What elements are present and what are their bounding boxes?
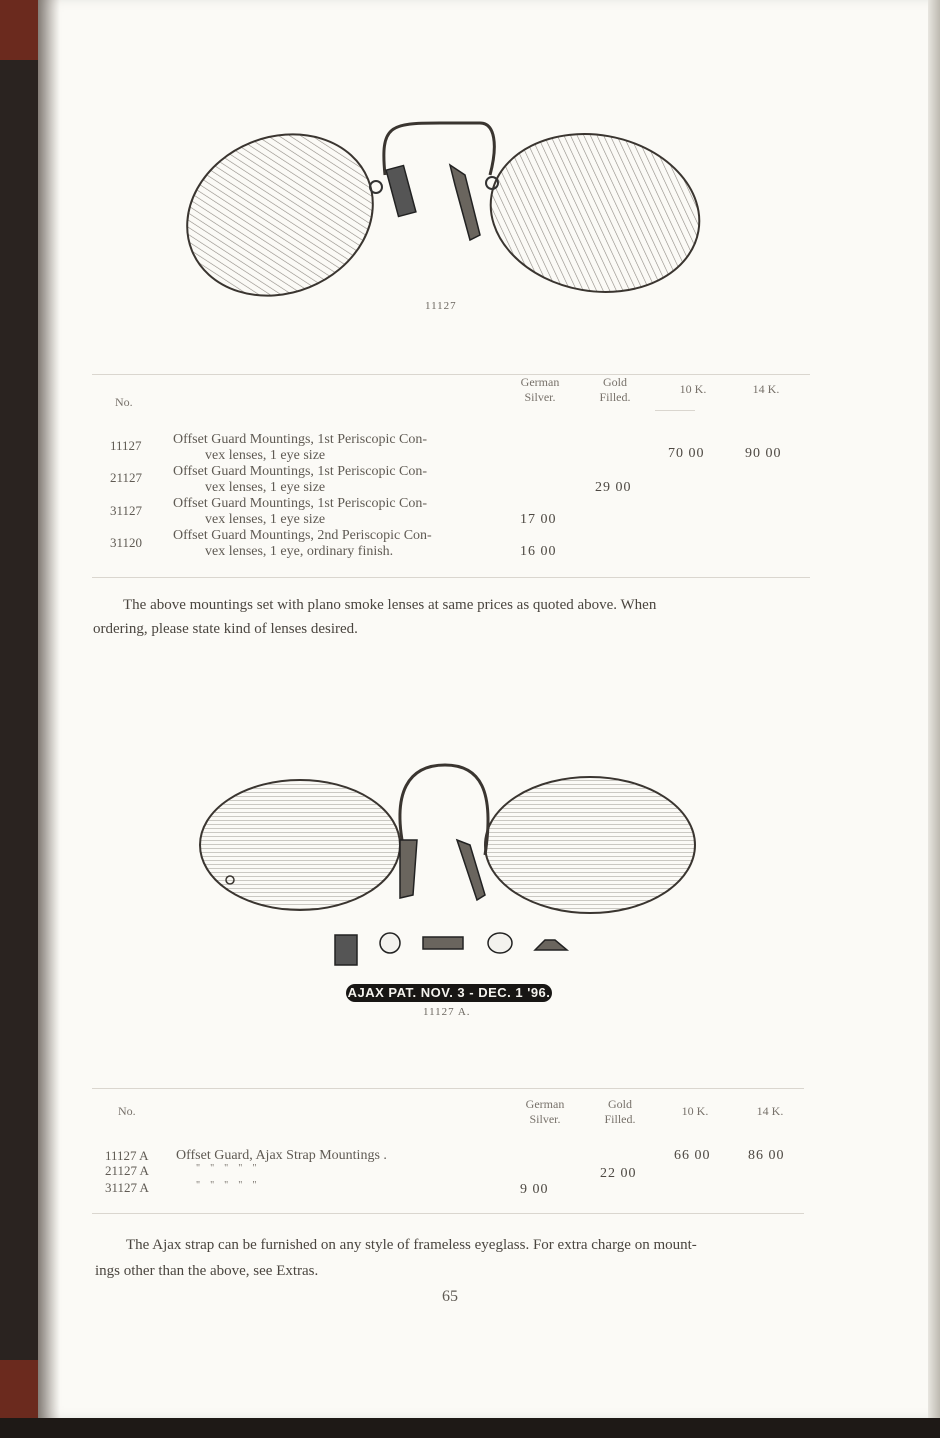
item-description-cont: vex lenses, 1 eye size — [205, 480, 326, 495]
item-number: 11127 — [110, 438, 142, 453]
item-description: Offset Guard Mountings, 1st Periscopic Con- — [173, 464, 428, 479]
table-rule — [655, 410, 695, 411]
column-header-gold-filled: Gold Filled. — [599, 375, 631, 404]
item-number: 21127 A — [105, 1163, 149, 1178]
price-gold-filled: 29 00 — [595, 480, 632, 495]
price-german-silver: 17 00 — [520, 512, 557, 527]
item-description-cont: vex lenses, 1 eye size — [205, 448, 326, 463]
item-number: 11127 A — [105, 1148, 149, 1163]
page-number: 65 — [442, 1288, 458, 1305]
body-text: The above mountings set with plano smoke lenses at same prices as quoted above. When — [123, 597, 657, 613]
column-header-14k: 14 K. — [756, 1104, 784, 1118]
column-header-no: No. — [118, 1104, 136, 1118]
price-10k: 70 00 — [668, 446, 705, 461]
table-rule — [92, 1213, 804, 1214]
body-text: The Ajax strap can be furnished on any style of frameless eyeglass. For extra charge on mount- — [126, 1237, 697, 1253]
spine-shadow — [38, 0, 60, 1418]
item-description-cont: vex lenses, 1 eye size — [205, 512, 326, 527]
item-description: Offset Guard Mountings, 1st Periscopic Con- — [173, 432, 428, 447]
price-14k: 90 00 — [745, 446, 782, 461]
body-text: ordering, please state kind of lenses desired. — [93, 621, 358, 637]
pince-nez-illustration-11127a — [195, 760, 715, 980]
item-description: Offset Guard Mountings, 1st Periscopic Con- — [173, 496, 428, 511]
item-description-cont: vex lenses, 1 eye, ordinary finish. — [205, 544, 394, 559]
patent-badge: AJAX PAT. NOV. 3 - DEC. 1 '96. — [347, 985, 551, 1000]
column-header-no: No. — [115, 395, 133, 409]
page-edge — [928, 0, 940, 1418]
item-description: Offset Guard, Ajax Strap Mountings . — [176, 1148, 387, 1163]
figure-caption: 11127 — [425, 300, 457, 312]
ditto-marks: " " " " " — [196, 1163, 257, 1174]
column-header-10k: 10 K. — [679, 382, 707, 396]
body-text: ings other than the above, see Extras. — [95, 1263, 319, 1279]
column-header-german-silver: German Silver. — [520, 375, 560, 404]
price-german-silver: 9 00 — [520, 1182, 549, 1197]
item-description: Offset Guard Mountings, 2nd Periscopic Con- — [173, 528, 432, 543]
pince-nez-illustration-11127 — [180, 115, 710, 305]
item-number: 31127 — [110, 503, 143, 518]
table-rule — [92, 374, 810, 375]
book-bottom-edge — [0, 1418, 940, 1438]
book-cover-corner — [0, 0, 38, 60]
price-german-silver: 16 00 — [520, 544, 557, 559]
column-header-german-silver: German Silver. — [525, 1097, 565, 1126]
item-number: 31120 — [110, 535, 143, 550]
item-number: 21127 — [110, 470, 143, 485]
column-header-14k: 14 K. — [752, 382, 780, 396]
price-14k: 86 00 — [748, 1148, 785, 1163]
table-rule — [92, 1088, 804, 1089]
figure-caption: 11127 A. — [423, 1006, 471, 1018]
price-gold-filled: 22 00 — [600, 1166, 637, 1181]
column-header-gold-filled: Gold Filled. — [604, 1097, 636, 1126]
ditto-marks: " " " " " — [196, 1180, 257, 1191]
price-10k: 66 00 — [674, 1148, 711, 1163]
column-header-10k: 10 K. — [681, 1104, 709, 1118]
item-number: 31127 A — [105, 1180, 149, 1195]
table-rule — [92, 577, 810, 578]
